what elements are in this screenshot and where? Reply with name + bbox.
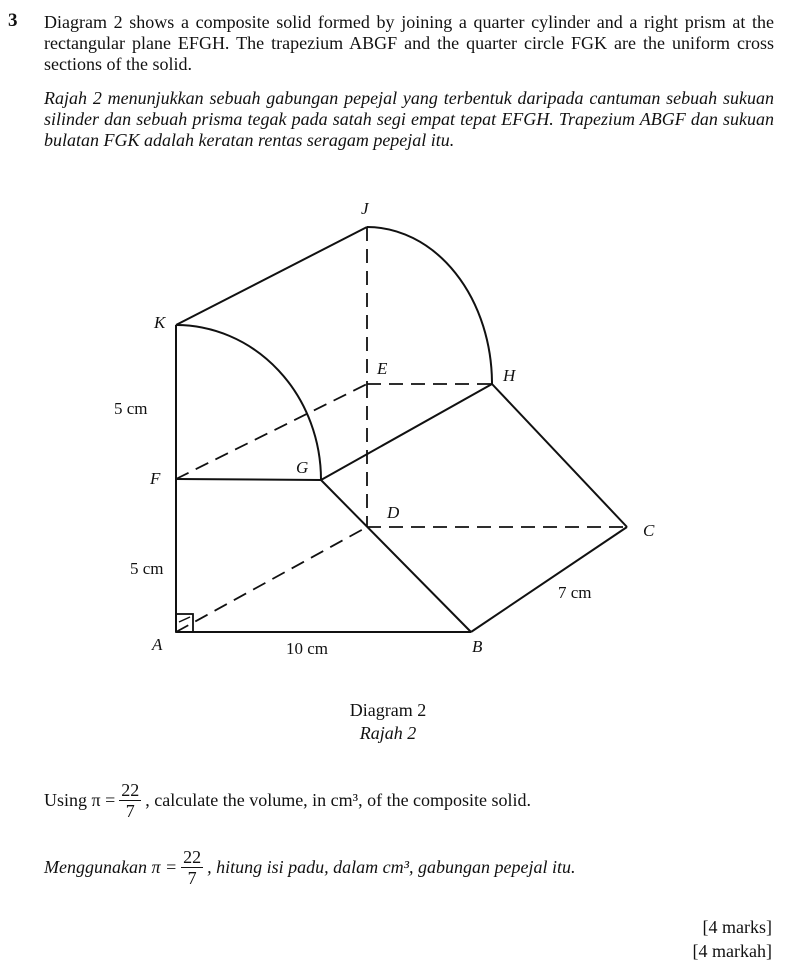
pi-denominator: 7 [125,801,135,821]
pi-denominator: 7 [187,868,197,888]
pi-numerator: 22 [183,847,202,867]
pi-fraction-malay [181,847,203,888]
label-h: H [503,366,516,385]
instruction-english [44,780,531,821]
edge-hc [492,384,627,527]
edge-kj [176,227,367,325]
dimension-ab: 10 cm [286,639,329,658]
dimension-kf: 5 cm [114,399,148,418]
pi-fraction-english [119,780,141,821]
question-text-english: Diagram 2 shows a composite solid formed by joining a quarter cylinder and a right prism at the rectangular plane EFGH. The trapezium ABGF and the quarter circle FGK are the uniform cross sections of the solid. [44,12,774,74]
label-b: B [472,637,483,656]
instruction-malay [44,847,576,888]
dimension-fa: 5 cm [130,559,164,578]
marks-english: [4 marks] [702,917,772,937]
label-f: F [150,469,161,488]
label-g: G [296,458,309,477]
edge-bc [471,527,627,632]
right-angle-marker [176,614,193,632]
label-c: C [643,521,655,540]
label-j: J [361,199,369,218]
instruction-english-prefix: Using π = [44,790,116,810]
pi-numerator: 22 [121,780,140,800]
diagram-caption-english: Diagram 2 [349,700,427,720]
arc-kg [176,325,321,480]
dimension-bc: 7 cm [558,583,592,602]
edge-gh [321,384,492,480]
edge-fg [176,479,321,480]
diagram-caption-malay: Rajah 2 [359,723,417,743]
marks-malay: [4 markah] [692,941,772,961]
instruction-english-suffix: , calculate the volume, in cm³, of the composite solid. [145,790,532,810]
hidden-edge-fe [176,384,367,479]
question-text-malay: Rajah 2 menunjukkan sebuah gabungan pepejal yang terbentuk daripada cantuman sebuah sukuan silinder dan sebuah prisma tegak pada satah segi empat tepat EFGH. Trapezium ABGF dan sukuan bulatan FGK adalah keratan rentas seragam pepejal itu. [44,88,774,150]
label-k: K [154,313,166,332]
label-d: D [387,503,400,522]
label-e: E [377,359,388,378]
right-angle-tick [179,617,190,622]
label-a: A [152,635,163,654]
instruction-malay-suffix: , hitung isi padu, dalam cm³, gabungan pepejal itu. [207,857,576,877]
question-number: 3 [8,10,18,31]
instruction-malay-prefix: Menggunakan π = [44,857,178,877]
hidden-edge-ad [176,527,367,632]
